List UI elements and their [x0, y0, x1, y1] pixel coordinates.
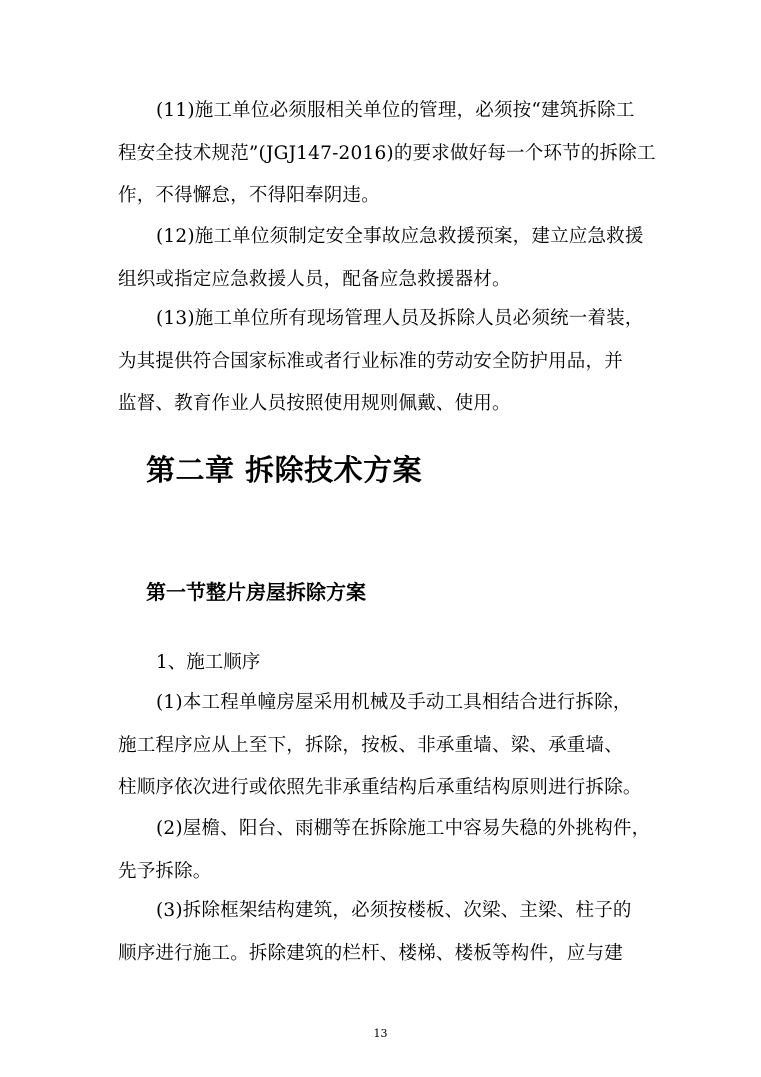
- paragraph-13: [118, 298, 648, 426]
- paragraph-line: (1)本工程单幢房屋采用机械及手动工具相结合进行拆除，: [156, 692, 632, 713]
- paragraph-line: 顺序进行施工。拆除建筑的栏杆、楼梯、楼板等构件，应与建: [118, 942, 623, 964]
- paragraph-line: (11)施工单位必须服相关单位的管理，必须按“建筑拆除工: [156, 100, 635, 121]
- paragraph-line: (3)拆除框架结构建筑，必须按楼板、次梁、主梁、柱子的: [156, 900, 632, 921]
- paragraph-12: [118, 216, 648, 301]
- paragraph-line: 柱顺序依次进行或依照先非承重结构后承重结构原则进行拆除。: [118, 777, 642, 798]
- item-title: 1、施工顺序: [156, 652, 261, 673]
- paragraph-b1: [118, 682, 648, 810]
- paragraph-line: (12)施工单位须制定安全事故应急救援预案，建立应急救援: [156, 226, 644, 247]
- chapter-title: 第二章 拆除技术方案: [146, 453, 423, 487]
- paragraph-line: (13)施工单位所有现场管理人员及拆除人员必须统一着装，: [156, 308, 644, 329]
- paragraph-b2: [118, 808, 651, 893]
- paragraph-line: 作，不得懈怠，不得阳奉阴违。: [118, 185, 380, 206]
- paragraph-11: [118, 90, 656, 218]
- paragraph-line: 为其提供符合国家标准或者行业标准的劳动安全防护用品，并: [118, 350, 623, 372]
- paragraph-b3: [118, 890, 648, 975]
- paragraph-line: 施工程序应从上至下，拆除，按板、非承重墙、梁、承重墙、: [118, 734, 623, 756]
- paragraph-line: (2)屋檐、阳台、雨棚等在拆除施工中容易失稳的外挑构件，: [156, 818, 651, 839]
- paragraph-line: 组织或指定应急救援人员，配备应急救援器材。: [118, 268, 511, 290]
- section-title: 第一节整片房屋拆除方案: [146, 580, 366, 604]
- paragraph-line: 先予拆除。: [118, 860, 212, 882]
- page-number: 13: [373, 1027, 388, 1040]
- paragraph-line: 监督、教育作业人员按照使用规则佩戴、使用。: [118, 393, 511, 414]
- paragraph-line: 程安全技术规范”(JGJ147-2016)的要求做好每一个环节的拆除工: [118, 142, 656, 164]
